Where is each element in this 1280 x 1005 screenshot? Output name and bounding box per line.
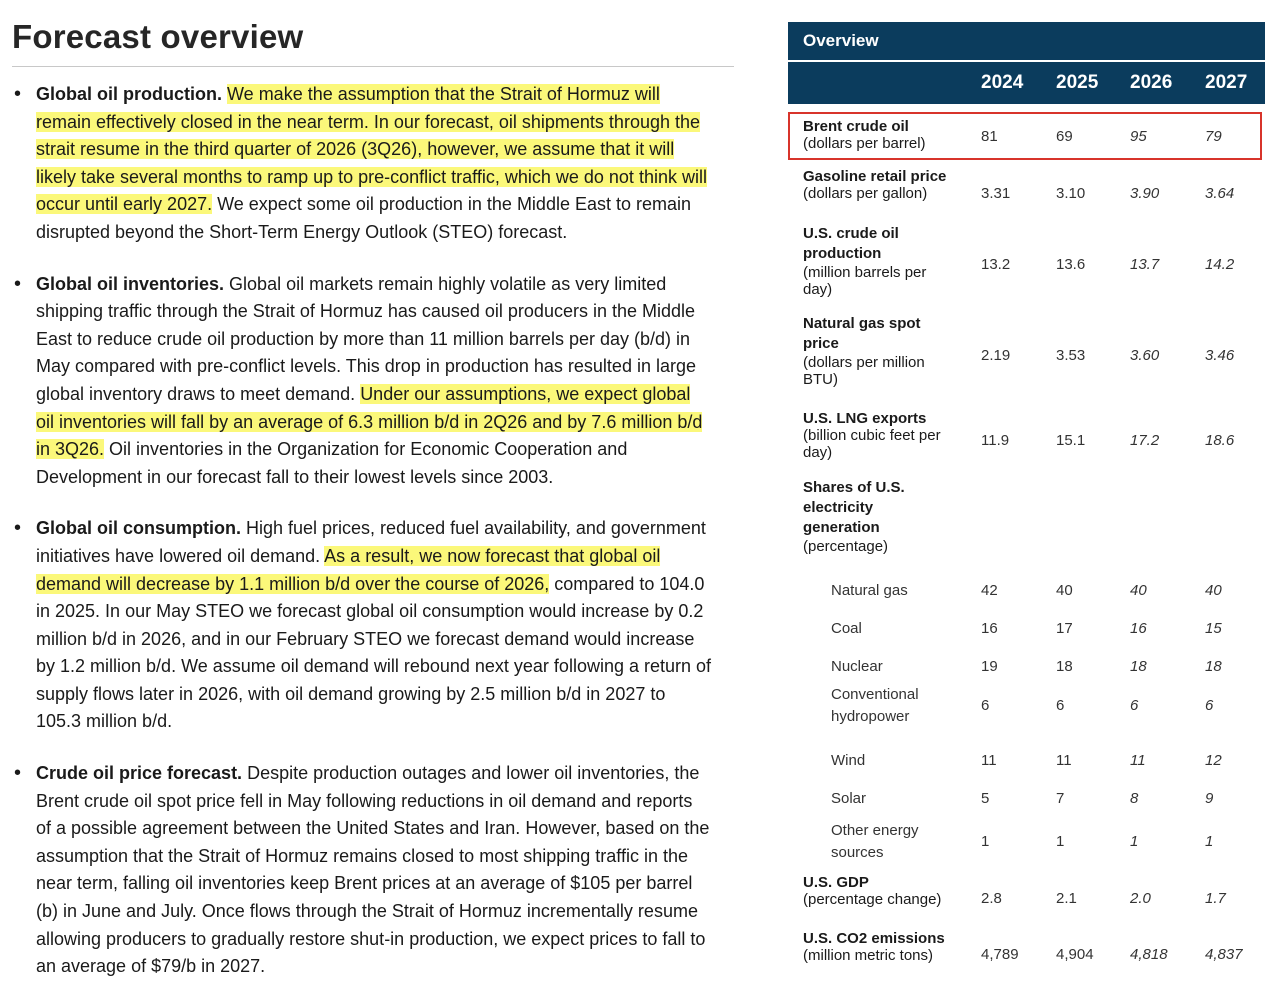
- row-value: 17.2: [1130, 432, 1160, 449]
- highlighted-text: Under our assumptions, we expect global oil inventories will fall by an average of 6.3 million b/d in 2Q26 and by 7.6 million b/d in 3Q26.: [36, 383, 703, 460]
- row-value: 11: [1130, 752, 1146, 769]
- row-value: 3.53: [1056, 347, 1086, 364]
- row-value: 17: [1056, 620, 1073, 637]
- overview-row: [788, 224, 1265, 306]
- row-value: 8: [1130, 790, 1139, 807]
- row-label: [803, 118, 963, 152]
- forecast-text-column: [12, 18, 734, 1005]
- bullet-dot: •: [14, 83, 22, 105]
- row-value: 4,837: [1205, 946, 1243, 963]
- row-value: 40: [1205, 582, 1222, 599]
- row-value: 1: [1056, 833, 1065, 850]
- bullet-text: We expect some oil production in the Middle East to remain disrupted beyond the Short-Term Energy Outlook (STEO) forecast.: [36, 194, 692, 242]
- row-label: [803, 478, 943, 555]
- row-name: U.S. GDP: [803, 874, 869, 891]
- row-name: U.S. LNG exports: [803, 410, 927, 427]
- row-value: 6: [1205, 697, 1214, 714]
- row-unit: (dollars per barrel): [803, 135, 926, 152]
- overview-row: [788, 930, 1265, 980]
- row-value: 4,789: [981, 946, 1019, 963]
- row-value: 6: [1130, 697, 1139, 714]
- overview-row: [788, 680, 1265, 732]
- row-value: 6: [1056, 697, 1065, 714]
- row-label: [803, 874, 963, 908]
- row-value: 69: [1056, 128, 1073, 145]
- row-label: [803, 168, 963, 202]
- overview-row: [788, 610, 1265, 648]
- row-label: Solar: [831, 790, 867, 807]
- row-value: 13.7: [1130, 256, 1160, 273]
- bullet-text: Despite production outages and lower oil inventories, the Brent crude oil spot price fell in May following reductions in oil demand and reports of a possible agreement between the United States and Iran. However, based on the assumption that the Strait of Hormuz remains closed to most shipping traffic in the near term, falling oil inventories keep Brent prices at an average of $105 per barrel (b) in June and July. Once flows through the Strait of Hormuz incrementally resume allowing producers to gradually restore shut-in production, we expect prices to fall to an average of $79/b in 2027.: [36, 763, 710, 977]
- row-value: 1: [1205, 833, 1214, 850]
- row-value: 19: [981, 658, 998, 675]
- row-value: 11.9: [981, 432, 1010, 449]
- row-value: 7: [1056, 790, 1065, 807]
- row-value: 2.8: [981, 890, 1002, 907]
- overview-row: [788, 572, 1265, 610]
- row-value: 40: [1056, 582, 1073, 599]
- row-value: 3.31: [981, 185, 1011, 202]
- row-value: 3.46: [1205, 347, 1235, 364]
- bullet-lead: Global oil consumption.: [36, 518, 241, 539]
- row-value: 4,818: [1130, 946, 1168, 963]
- page-title: Forecast overview: [12, 18, 304, 55]
- highlighted-text: As a result, we now forecast that global oil demand will decrease by 1.1 million b/d over the course of 2026,: [36, 545, 661, 594]
- row-value: 79: [1205, 128, 1222, 145]
- row-label: [803, 410, 963, 461]
- row-value: 16: [981, 620, 998, 637]
- bullet-lead: Crude oil price forecast.: [36, 763, 243, 784]
- forecast-bullet: [12, 81, 712, 247]
- row-unit: (percentage change): [803, 891, 942, 908]
- row-unit: (billion cubic feet per day): [803, 427, 941, 461]
- row-value: 18: [1130, 658, 1147, 675]
- bullet-lead: Global oil inventories.: [36, 273, 225, 294]
- bullet-text: Oil inventories in the Organization for Economic Cooperation and Development in our forecast fall to their lowest levels since 2003.: [36, 439, 628, 487]
- row-label: Coal: [831, 620, 862, 637]
- row-unit: (dollars per million BTU): [803, 354, 925, 388]
- row-value: 3.90: [1130, 185, 1160, 202]
- row-label: [803, 930, 963, 964]
- row-value: 42: [981, 582, 998, 599]
- overview-row: [788, 168, 1265, 220]
- overview-table: [788, 22, 1265, 964]
- bullet-dot: •: [14, 517, 22, 540]
- row-value: 11: [981, 752, 997, 769]
- overview-row: [788, 742, 1265, 780]
- row-value: 6: [981, 697, 990, 714]
- bullet-text: compared to 104.0 in 2025. In our May STEO we forecast global oil consumption would increase by 0.2 million b/d in 2026, and in our February STEO we forecast demand would increase by 1.2 million b/d. We assume oil demand will rebound next year following a return of supply flows later in 2026, with oil demand growing by 2.5 million b/d in 2027 to 105.3 million b/d.: [36, 573, 712, 732]
- bullet-lead: Global oil production.: [36, 84, 222, 104]
- row-name: U.S. CO2 emissions: [803, 930, 945, 947]
- forecast-bullet: [12, 515, 712, 736]
- row-value: 18.6: [1205, 432, 1235, 449]
- row-label: Other energy sources: [831, 822, 919, 861]
- overview-row: [788, 780, 1265, 818]
- row-value: 81: [981, 128, 998, 145]
- row-value: 1: [1130, 833, 1139, 850]
- row-value: 3.60: [1130, 347, 1160, 364]
- bullet-text: Global oil markets remain highly volatile as very limited shipping traffic through the Strait of Hormuz has caused oil producers in the Middle East to reduce crude oil production by more than 11 million barrels per day (b/d) in May compared with pre-conflict levels. This drop in production has resulted in large global inventory draws to meet demand.: [36, 273, 696, 404]
- forecast-bullet-list: [12, 81, 734, 981]
- bullet-text: High fuel prices, reduced fuel availability, and government initiatives have lowered oil demand.: [36, 518, 706, 566]
- highlighted-text: We make the assumption that the Strait of Hormuz will remain effectively closed in the near term. In our forecast, oil shipments through the strait resume in the third quarter of 2026 (3Q26), however, we assume that it will likely take several months to ramp up to pre-conflict traffic, which we do not think will occur until early 2027.: [36, 84, 707, 215]
- row-value: 15: [1205, 620, 1222, 637]
- year-header: 2025: [1056, 72, 1099, 93]
- row-label: [803, 314, 943, 388]
- row-name: U.S. crude oil production: [803, 225, 899, 262]
- overview-row: [788, 816, 1265, 868]
- row-value: 1: [981, 833, 990, 850]
- row-label: Nuclear: [831, 658, 883, 675]
- row-value: 12: [1205, 752, 1222, 769]
- row-value: 40: [1130, 582, 1147, 599]
- row-value: 13.2: [981, 256, 1011, 273]
- overview-row: [788, 478, 1265, 568]
- overview-header: Overview: [788, 22, 1265, 62]
- row-name: Shares of U.S. electricity generation: [803, 479, 905, 536]
- row-value: 16: [1130, 620, 1147, 637]
- row-value: 5: [981, 790, 990, 807]
- row-value: 11: [1056, 752, 1072, 769]
- year-header: 2027: [1205, 72, 1248, 93]
- forecast-bullet: [12, 271, 712, 492]
- bullet-dot: •: [14, 762, 22, 785]
- row-value: 4,904: [1056, 946, 1094, 963]
- row-value: 15.1: [1056, 432, 1086, 449]
- row-unit: (million barrels per day): [803, 264, 927, 298]
- overview-row: [788, 314, 1265, 398]
- year-header: 2026: [1130, 72, 1173, 93]
- row-label: Conventional hydropower: [831, 686, 919, 725]
- row-value: 18: [1205, 658, 1222, 675]
- row-unit: (percentage): [803, 538, 889, 555]
- row-name: Brent crude oil: [803, 118, 909, 135]
- bullet-dot: •: [14, 272, 22, 295]
- row-label: Wind: [831, 752, 866, 769]
- forecast-bullet: [12, 760, 712, 981]
- row-value: 2.1: [1056, 890, 1077, 907]
- row-value: 1.7: [1205, 890, 1226, 907]
- row-value: 14.2: [1205, 256, 1235, 273]
- row-value: 13.6: [1056, 256, 1086, 273]
- overview-row: [788, 112, 1265, 162]
- row-value: 3.64: [1205, 185, 1235, 202]
- overview-row: [788, 410, 1265, 472]
- row-value: 3.10: [1056, 185, 1086, 202]
- row-value: 18: [1056, 658, 1073, 675]
- row-value: 9: [1205, 790, 1214, 807]
- overview-row: [788, 874, 1265, 924]
- row-value: 95: [1130, 128, 1147, 145]
- row-name: Gasoline retail price: [803, 168, 947, 185]
- title-divider: [12, 66, 734, 67]
- row-label: Natural gas: [831, 582, 908, 599]
- row-label: [803, 224, 943, 298]
- row-value: 2.19: [981, 347, 1011, 364]
- year-header-row: [788, 62, 1265, 104]
- row-unit: (dollars per gallon): [803, 185, 928, 202]
- year-header: 2024: [981, 72, 1024, 93]
- row-name: Natural gas spot price: [803, 315, 921, 352]
- row-unit: (million metric tons): [803, 947, 934, 964]
- row-value: 2.0: [1130, 890, 1151, 907]
